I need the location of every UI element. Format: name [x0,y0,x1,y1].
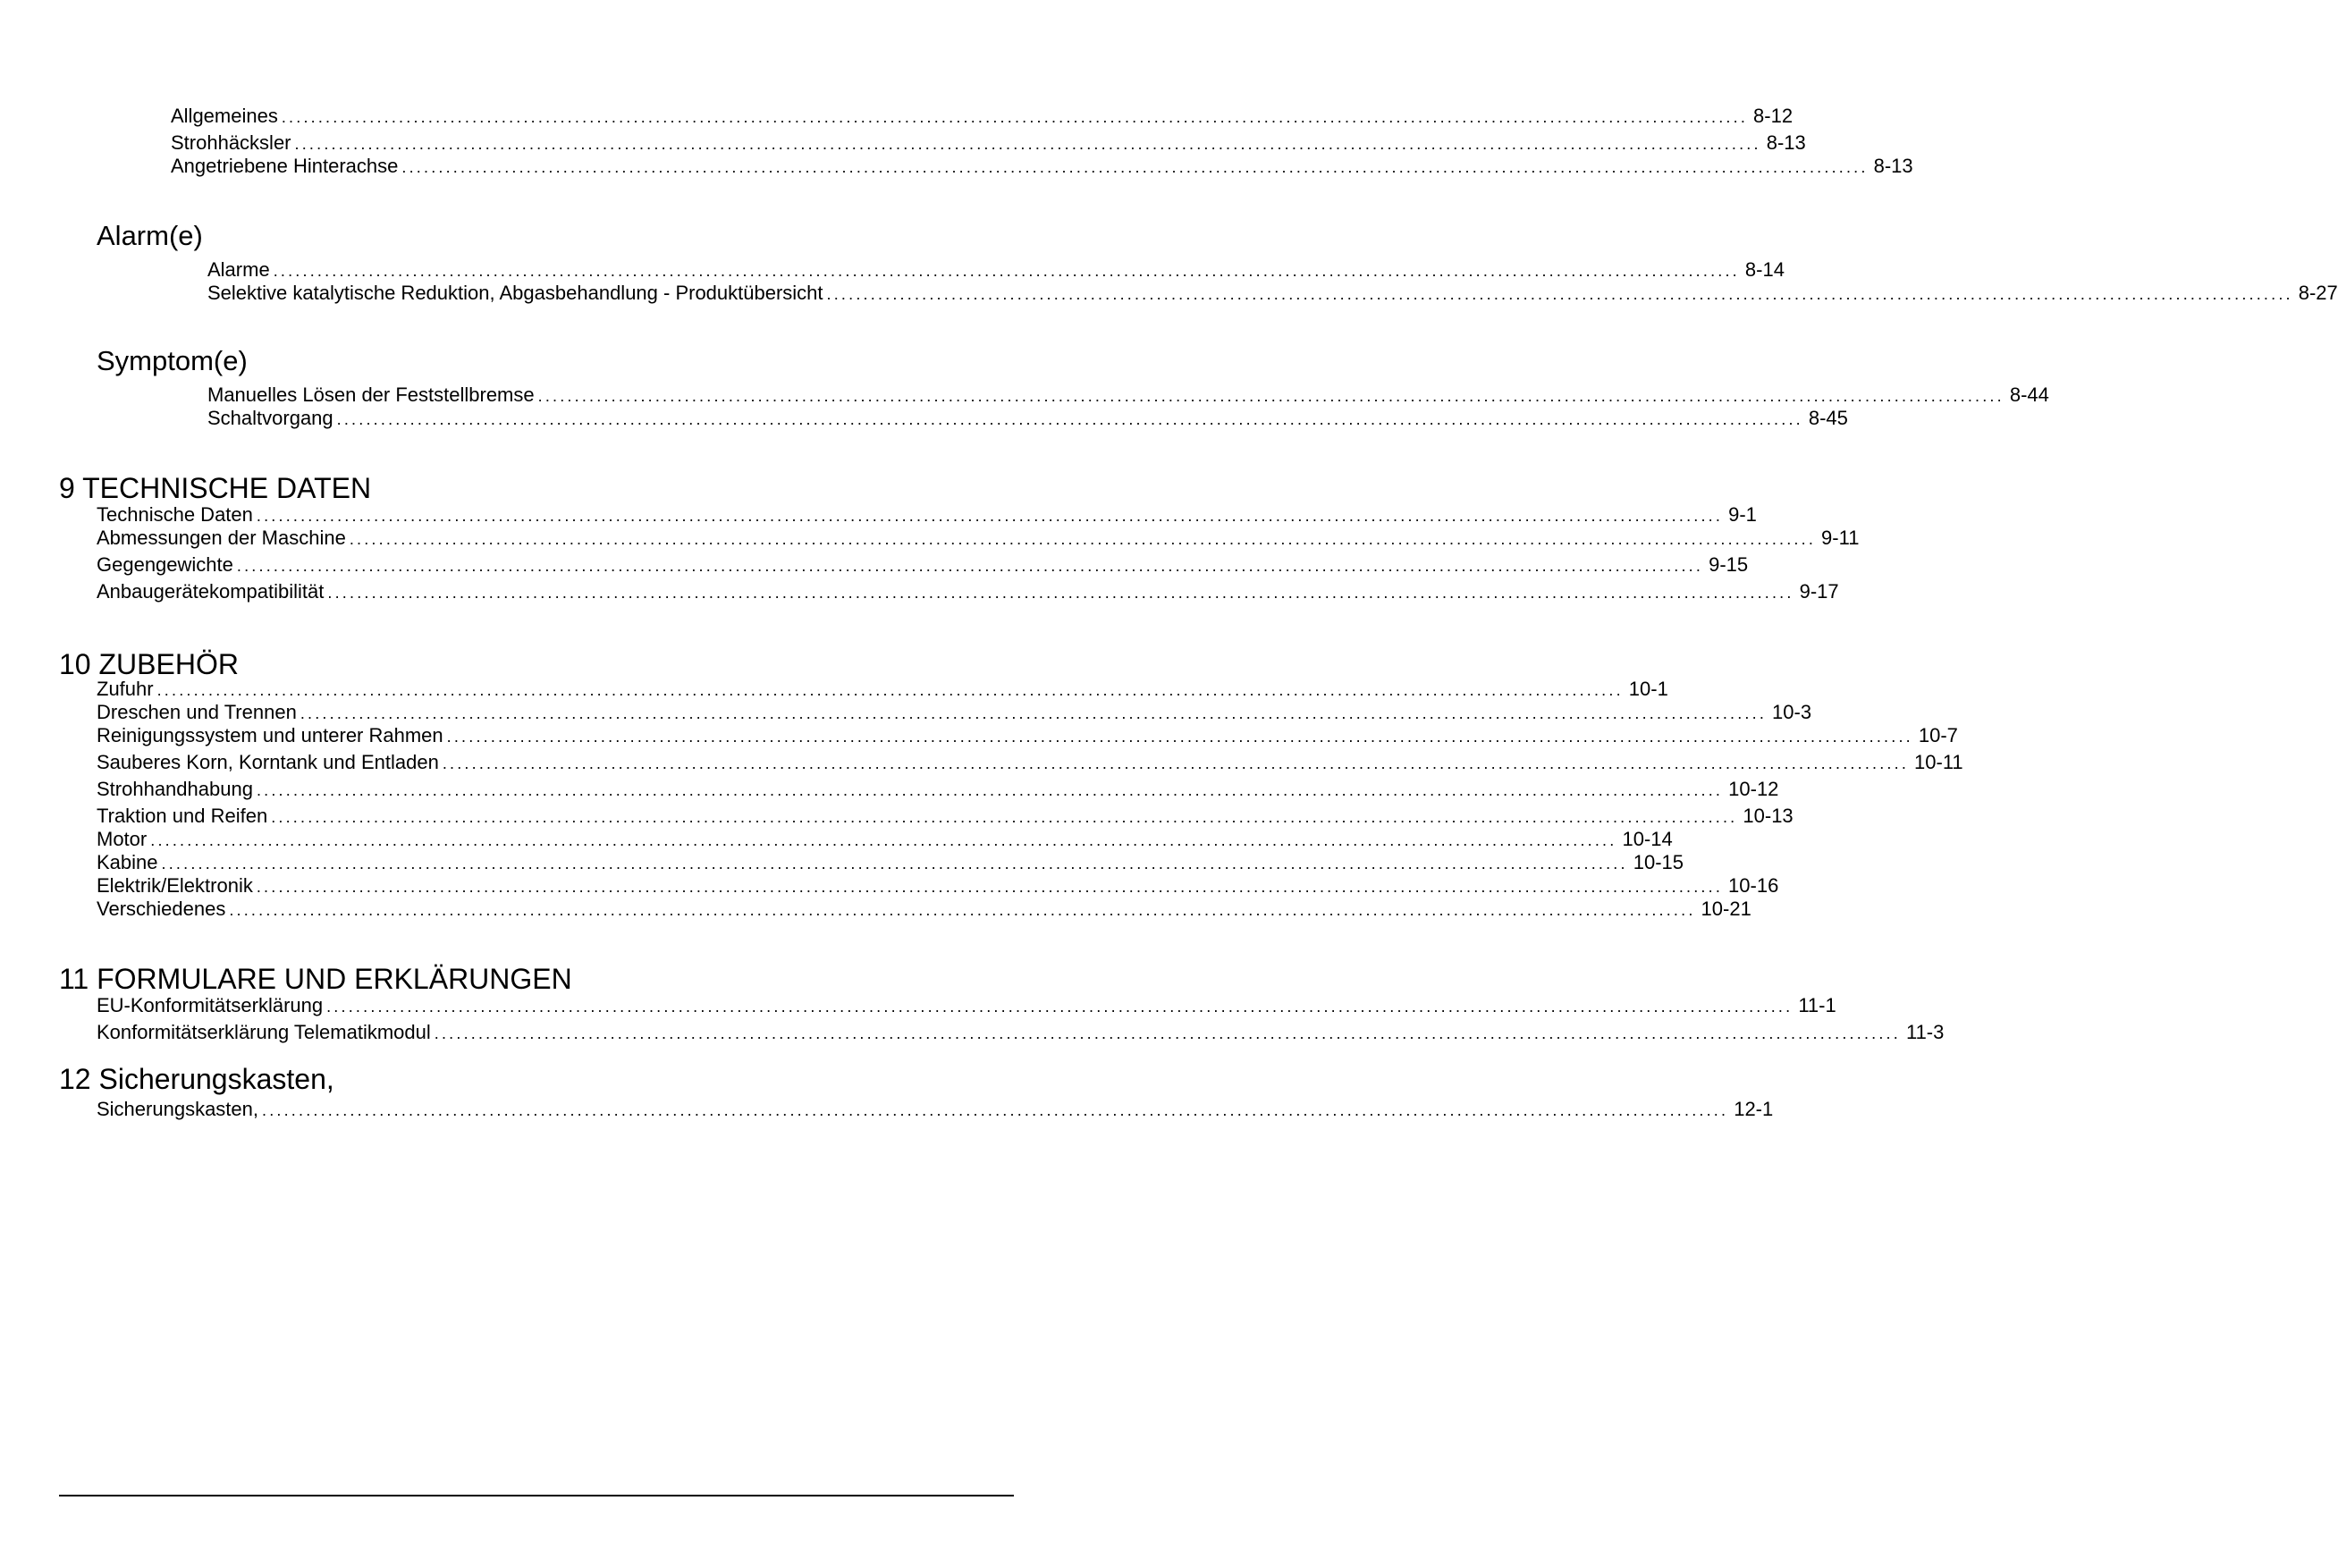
toc-entry-page: 9-15 [1709,553,1749,576]
toc-entry-reinigungssystem[interactable] [97,724,1958,748]
toc-entry-title: Strohhäcksler [171,131,291,154]
toc-entry-page: 11-3 [1905,1021,1945,1043]
toc-entry-title: Allgemeines [171,105,278,127]
toc-entry-allgemeines[interactable] [171,105,1794,129]
toc-entry-page: 10-7 [1918,724,1958,746]
toc-entry-title: EU-Konformitätserklärung [97,994,324,1016]
toc-entry-motor[interactable] [97,828,1673,852]
section-heading-alarme: Alarm(e) [97,220,203,251]
toc-entry-page: 12-1 [1734,1098,1774,1120]
toc-entry-page: 10-21 [1701,898,1751,920]
toc-entry-title: Sicherungskasten, [97,1098,258,1120]
toc-entry-title: Verschiedenes [97,898,226,920]
toc-entry-dreschen[interactable] [97,701,1812,725]
dot-leader: ........................................................................................................................................................................................................ [281,108,1749,126]
chapter-heading-12: 12 Sicherungskasten, [59,1063,334,1095]
dot-leader: ........................................................................................................................................................................................................ [236,557,1704,575]
toc-entry-title: Konformitätserklärung Telematikmodul [97,1021,431,1043]
chapter-heading-9: 9 TECHNISCHE DATEN [59,472,372,504]
toc-entry-title: Dreschen und Trennen [97,701,297,723]
toc-entry-zufuhr[interactable] [97,678,1668,702]
toc-entry-title: Motor [97,828,148,850]
toc-entry-angetriebene-hinterachse[interactable] [171,155,1913,179]
toc-entry-scr-produktuebersicht[interactable] [207,282,2338,306]
toc-entry-page: 9-17 [1799,580,1839,603]
toc-entry-title: Abmessungen der Maschine [97,527,346,549]
toc-entry-title: Anbaugerätekompatibilität [97,580,325,603]
dot-leader: ........................................................................................................................................................................................................ [294,135,1761,153]
toc-entry-page: 10-1 [1628,678,1668,700]
toc-entry-title: Kabine [97,851,158,873]
dot-leader: ........................................................................................................................................................................................................ [256,781,1724,799]
dot-leader: ........................................................................................................................................................................................................ [161,855,1628,873]
dot-leader: ........................................................................................................................................................................................................ [300,704,1768,722]
toc-entry-page: 8-27 [2298,282,2338,304]
toc-entry-title: Elektrik/Elektronik [97,874,253,897]
dot-leader: ........................................................................................................................................................................................................ [256,878,1724,896]
toc-entry-page: 8-13 [1766,131,1806,154]
chapter-heading-11: 11 FORMULARE UND ERKLÄRUNGEN [59,963,572,995]
toc-entry-page: 8-13 [1873,155,1913,177]
toc-entry-elektrik[interactable] [97,874,1779,898]
toc-entry-page: 10-13 [1743,805,1794,827]
toc-entry-page: 10-12 [1728,778,1779,800]
toc-entry-title: Sauberes Korn, Korntank und Entladen [97,751,439,773]
toc-entry-page: 10-14 [1622,828,1673,850]
footer-rule [59,1495,1014,1496]
toc-entry-sauberes-korn[interactable] [97,751,1963,775]
toc-entry-page: 8-44 [2009,384,2049,406]
toc-entry-page: 8-12 [1753,105,1794,127]
dot-leader: ........................................................................................................................................................................................................ [229,901,1696,919]
dot-leader: ........................................................................................................................................................................................................ [446,728,1913,746]
toc-entry-title: Schaltvorgang [207,407,333,429]
dot-leader: ........................................................................................................................................................................................................ [256,507,1724,525]
toc-entry-page: 8-45 [1808,407,1848,429]
toc-entry-title: Strohhandhabung [97,778,253,800]
toc-entry-traktion[interactable] [97,805,1794,829]
toc-entry-telematikmodul[interactable] [97,1021,1945,1045]
dot-leader: ........................................................................................................................................................................................................ [273,262,1740,280]
toc-entry-strohhandhabung[interactable] [97,778,1779,802]
dot-leader: ........................................................................................................................................................................................................ [326,998,1794,1016]
toc-entry-abmessungen[interactable] [97,527,1860,551]
toc-entry-title: Manuelles Lösen der Feststellbremse [207,384,535,406]
dot-leader: ........................................................................................................................................................................................................ [262,1101,1729,1119]
toc-entry-page: 9-11 [1821,527,1860,549]
toc-entry-page: 10-15 [1633,851,1684,873]
dot-leader: ........................................................................................................................................................................................................ [336,410,1803,428]
toc-entry-title: Reinigungssystem und unterer Rahmen [97,724,443,746]
toc-entry-page: 8-14 [1744,258,1785,281]
toc-entry-title: Gegengewichte [97,553,233,576]
toc-entry-page: 10-11 [1914,751,1963,773]
toc-entry-technische-daten[interactable] [97,503,1757,527]
toc-entry-strohhaecksler[interactable] [171,131,1806,156]
dot-leader: ........................................................................................................................................................................................................ [271,808,1738,826]
toc-entry-title: Alarme [207,258,270,281]
dot-leader: ........................................................................................................................................................................................................ [442,754,1910,772]
toc-entry-sicherungskasten[interactable] [97,1098,1774,1122]
dot-leader: ........................................................................................................................................................................................................ [401,158,1869,176]
section-heading-symptome: Symptom(e) [97,345,248,376]
dot-leader: ........................................................................................................................................................................................................ [537,387,2005,405]
toc-entry-schaltvorgang[interactable] [207,407,1848,431]
toc-entry-kabine[interactable] [97,851,1684,875]
toc-entry-eu-konformitaet[interactable] [97,994,1836,1018]
toc-entry-title: Angetriebene Hinterachse [171,155,399,177]
toc-entry-anbaugeraete[interactable] [97,580,1839,604]
toc-entry-page: 10-16 [1728,874,1779,897]
toc-entry-feststellbremse[interactable] [207,384,2049,408]
chapter-heading-10: 10 ZUBEHÖR [59,648,239,680]
dot-leader: ........................................................................................................................................................................................................ [150,831,1617,849]
toc-entry-alarme[interactable] [207,258,1785,282]
toc-entry-gegengewichte[interactable] [97,553,1749,577]
dot-leader: ........................................................................................................................................................................................................ [156,681,1624,699]
toc-entry-page: 9-1 [1728,503,1757,526]
dot-leader: ........................................................................................................................................................................................................ [434,1024,1901,1042]
dot-leader: ........................................................................................................................................................................................................ [826,285,2293,303]
dot-leader: ........................................................................................................................................................................................................ [327,584,1794,602]
toc-entry-title: Zufuhr [97,678,154,700]
toc-entry-title: Selektive katalytische Reduktion, Abgasbehandlung - Produktübersicht [207,282,823,304]
toc-entry-title: Technische Daten [97,503,253,526]
dot-leader: ........................................................................................................................................................................................................ [349,530,1817,548]
toc-entry-page: 11-1 [1798,994,1836,1016]
toc-entry-page: 10-3 [1772,701,1812,723]
toc-entry-title: Traktion und Reifen [97,805,268,827]
toc-entry-verschiedenes[interactable] [97,898,1751,922]
